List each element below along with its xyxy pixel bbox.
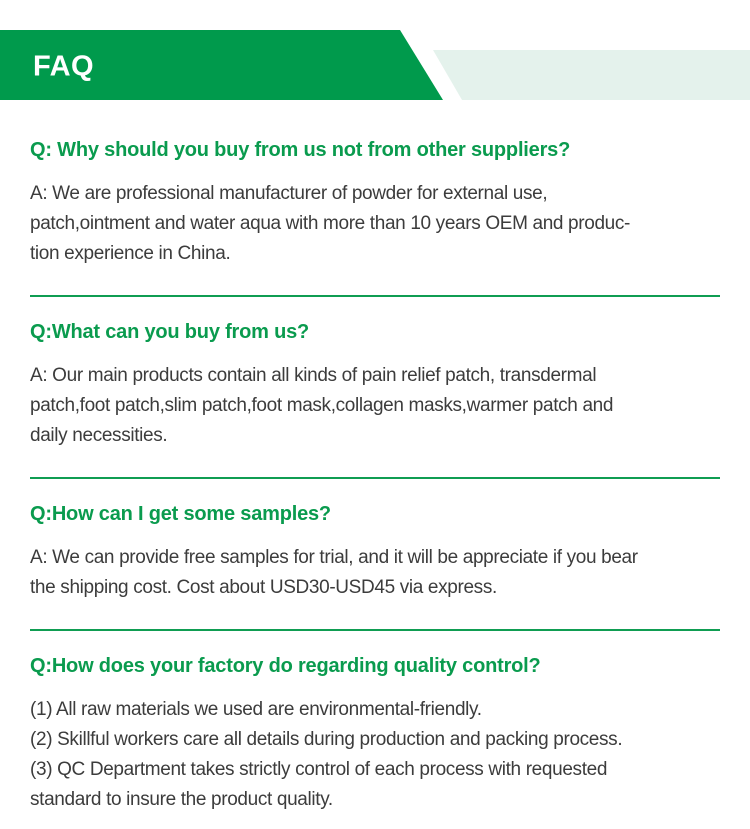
faq-question: Q: Why should you buy from us not from other suppliers? [30, 139, 571, 161]
faq-content [0, 100, 750, 815]
faq-section [30, 319, 720, 479]
faq-answer-line: A: We can provide free samples for trial, and it will be appreciate if you bear [30, 547, 638, 568]
faq-answer-line: daily necessities. [30, 425, 168, 446]
faq-section [30, 501, 720, 631]
page-title: FAQ [33, 50, 95, 83]
faq-answer [30, 361, 720, 451]
faq-answer-line: patch,ointment and water aqua with more than 10 years OEM and produc- [30, 213, 631, 234]
faq-answer-line: tion experience in China. [30, 243, 231, 264]
faq-banner [0, 30, 750, 100]
faq-answer-line: standard to insure the product quality. [30, 789, 333, 810]
section-divider [30, 295, 720, 297]
faq-section [30, 653, 720, 815]
faq-answer-line: A: We are professional manufacturer of powder for external use, [30, 183, 548, 204]
faq-answer-line: (2) Skillful workers care all details during production and packing process. [30, 729, 623, 750]
faq-answer [30, 543, 720, 603]
faq-answer-line: (1) All raw materials we used are environmental-friendly. [30, 699, 482, 720]
faq-answer-line: patch,foot patch,slim patch,foot mask,collagen masks,warmer patch and [30, 395, 614, 416]
faq-answer-line: A: Our main products contain all kinds of pain relief patch, transdermal [30, 365, 597, 386]
faq-answer-line: (3) QC Department takes strictly control of each process with requested [30, 759, 608, 780]
faq-answer [30, 179, 720, 269]
faq-question: Q:How can I get some samples? [30, 503, 331, 525]
faq-question: Q:What can you buy from us? [30, 321, 310, 343]
faq-question: Q:How does your factory do regarding quality control? [30, 655, 541, 677]
faq-answer [30, 695, 720, 815]
faq-answer-line: the shipping cost. Cost about USD30-USD45 via express. [30, 577, 497, 598]
section-divider [30, 477, 720, 479]
faq-section [30, 137, 720, 297]
section-divider [30, 629, 720, 631]
